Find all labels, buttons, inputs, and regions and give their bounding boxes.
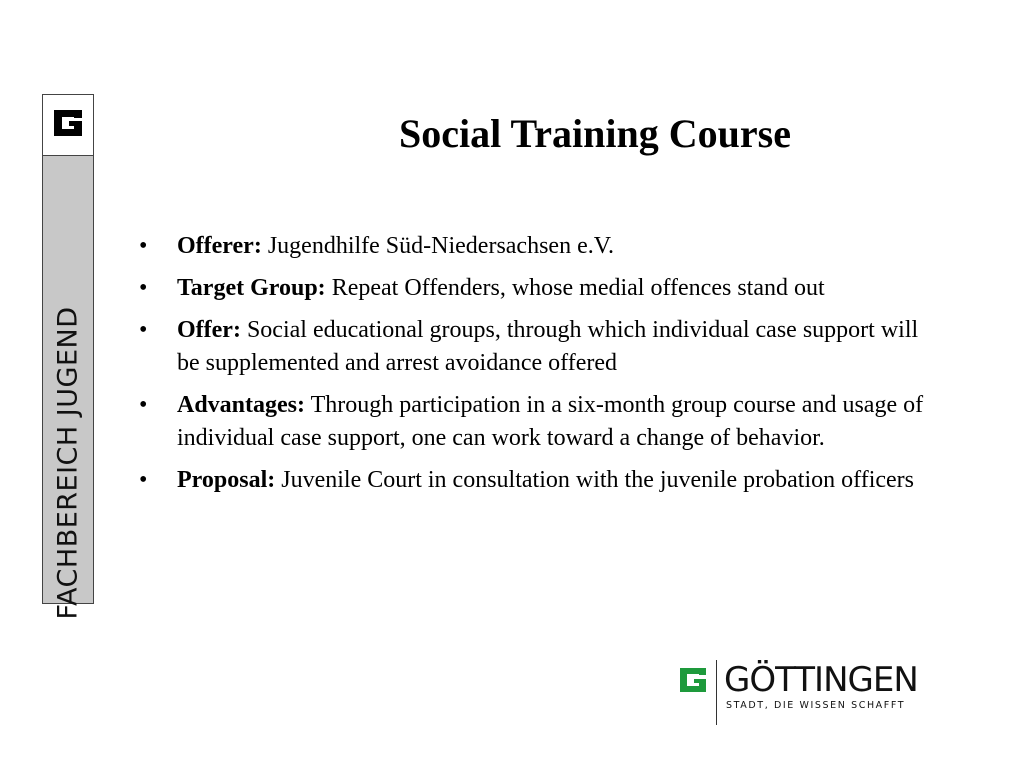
bullet-term: Target Group: xyxy=(177,275,326,301)
sidebar-label: FACHBEREICH JUGEND xyxy=(52,306,84,620)
bullet-item xyxy=(135,230,925,263)
bullet-dot: • xyxy=(139,392,148,418)
bullet-term: Offerer: xyxy=(177,233,262,259)
bullet-item xyxy=(135,314,925,380)
bullet-text: Social educational groups, through which individual case support will be supplemented and arrest avoidance offered xyxy=(177,317,919,376)
bullet-dot: • xyxy=(139,275,148,301)
bullet-text: Repeat Offenders, whose medial offences stand out xyxy=(325,275,825,301)
bullet-dot: • xyxy=(139,233,148,259)
goettingen-g-logo-icon xyxy=(50,106,86,140)
bullet-text: Through participation in a six-month group course and usage of individual case support, one can work toward a change of behavior. xyxy=(177,392,924,451)
bullet-term: Offer: xyxy=(177,317,241,343)
bullet-item xyxy=(135,464,925,497)
footer-logo xyxy=(678,660,938,725)
sidebar-logo xyxy=(43,95,93,156)
sidebar-banner xyxy=(42,94,94,620)
bullet-term: Advantages: xyxy=(177,392,306,418)
footer-divider xyxy=(716,660,717,725)
bullet-item xyxy=(135,389,925,455)
goettingen-g-logo-icon xyxy=(678,666,708,694)
footer-city-name: GÖTTINGEN xyxy=(724,660,918,700)
bullet-list xyxy=(135,230,925,506)
slide-title: Social Training Course xyxy=(399,111,791,156)
bullet-text: Juvenile Court in consultation with the juvenile probation officers xyxy=(275,467,914,493)
bullet-dot: • xyxy=(139,317,148,343)
bullet-item xyxy=(135,272,925,305)
bullet-text: Jugendhilfe Süd-Niedersachsen e.V. xyxy=(261,233,614,259)
bullet-term: Proposal: xyxy=(177,467,276,493)
footer-tagline: STADT, DIE WISSEN SCHAFFT xyxy=(726,700,906,711)
bullet-dot: • xyxy=(139,467,148,493)
